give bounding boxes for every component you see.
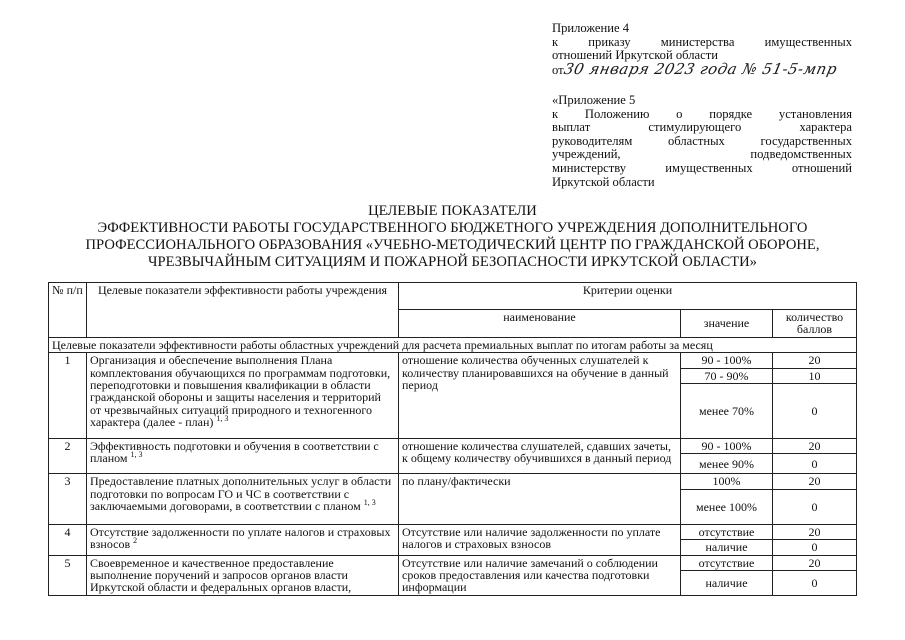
section-row: Целевые показатели эффективности работы областных учреждений для расчета премиальных выплат по итогам работы за месяц xyxy=(49,337,857,352)
row-criterion: Отсутствие или наличие замечаний о соблюдении сроков предоставления или качества подготовки информации xyxy=(399,555,681,595)
row-number: 2 xyxy=(49,439,87,474)
row-value: наличие xyxy=(681,571,773,596)
row-value: отсутствие xyxy=(681,524,773,539)
row-number: 1 xyxy=(49,353,87,439)
title-line-1: ЦЕЛЕВЫЕ ПОКАЗАТЕЛИ xyxy=(368,203,537,219)
row-number: 4 xyxy=(49,524,87,555)
table-row xyxy=(49,353,857,368)
indicators-table xyxy=(48,282,857,596)
row-points: 20 xyxy=(773,353,857,368)
row-points: 20 xyxy=(773,474,857,489)
header-indicators: Целевые показатели эффективности работы учреждения xyxy=(87,283,399,338)
row-value: менее 90% xyxy=(681,454,773,474)
header-num: № п/п xyxy=(49,283,87,338)
row-points: 0 xyxy=(773,540,857,555)
row-indicator: Организация и обеспечение выполнения Плана комплектования обучающихся по программам подготовки, переподготовки и повышения квалификации в области гражданской обороны и защиты населения и территорий от чрезвычайных ситуаций природного и техногенного характера (далее - план) $^{1, 3}$ xyxy=(87,353,399,439)
row-points: 20 xyxy=(773,524,857,539)
row-value: 90 - 100% xyxy=(681,353,773,368)
row-value: 70 - 90% xyxy=(681,368,773,383)
appendix-4-line2: к приказу министерства имущественных xyxy=(552,34,852,49)
from-prefix: от xyxy=(552,62,564,77)
title-line-4: ЧРЕЗВЫЧАЙНЫМ СИТУАЦИЯМ И ПОЖАРНОЙ БЕЗОПАСНОСТИ ИРКУТСКОЙ ОБЛАСТИ» xyxy=(148,254,757,270)
row-number: 5 xyxy=(49,555,87,595)
row-points: 0 xyxy=(773,571,857,596)
appendix-4-line3: отношений Иркутской области xyxy=(552,48,718,63)
row-indicator: Предоставление платных дополнительных услуг в области подготовки по вопросам ГО и ЧС в соответствии с заключаемыми договорами, в соответствии с планом $^{1, 3}$ xyxy=(87,474,399,524)
appendix-5-line7: Иркутской области xyxy=(552,174,655,189)
row-value: наличие xyxy=(681,540,773,555)
table-row xyxy=(49,555,857,571)
table-row xyxy=(49,474,857,489)
appendix-5-block xyxy=(552,94,852,189)
row-points: 0 xyxy=(773,454,857,474)
row-criterion: по плану/фактически xyxy=(399,474,681,524)
row-value: 100% xyxy=(681,474,773,489)
header-name: наименование xyxy=(399,310,681,338)
row-indicator: Отсутствие задолженности по уплате налогов и страховых взносов $^2$ xyxy=(87,524,399,555)
appendix-5-line6: министерству имущественных отношений xyxy=(552,160,852,175)
appendix-5-line5: учреждений, подведомственных xyxy=(552,147,852,162)
row-indicator: Эффективность подготовки и обучения в соответствии с планом $^{1, 3}$ xyxy=(87,439,399,474)
row-points: 0 xyxy=(773,489,857,524)
appendix-4-title: Приложение 4 xyxy=(552,21,630,35)
row-criterion: отношение количества слушателей, сдавших зачеты, к общему количеству обучившихся в данный период xyxy=(399,439,681,474)
handwritten-date-signature: 30 января 2023 года № 51-5-мпр xyxy=(561,59,839,78)
row-criterion: Отсутствие или наличие задолженности по уплате налогов и страховых взносов xyxy=(399,524,681,555)
title-line-3: ПРОФЕССИОНАЛЬНОГО ОБРАЗОВАНИЯ «УЧЕБНО-МЕТОДИЧЕСКИЙ ЦЕНТР ПО ГРАЖДАНСКОЙ ОБОРОНЕ, xyxy=(85,237,820,253)
title-line-2: ЭФФЕКТИВНОСТИ РАБОТЫ ГОСУДАРСТВЕННОГО БЮДЖЕТНОГО УЧРЕЖДЕНИЯ ДОПОЛНИТЕЛЬНОГО xyxy=(97,220,808,236)
table-row xyxy=(49,439,857,454)
appendix-4-block xyxy=(552,22,852,77)
appendix-4-date-line xyxy=(552,59,852,78)
appendix-5-title: «Приложение 5 xyxy=(552,93,636,107)
header-value: значение xyxy=(681,310,773,338)
table-row xyxy=(49,524,857,539)
row-value: менее 70% xyxy=(681,384,773,439)
appendix-5-line2: к Положению о порядке установления xyxy=(552,106,852,121)
row-number: 3 xyxy=(49,474,87,524)
row-value: отсутствие xyxy=(681,555,773,571)
row-criterion: отношение количества обученных слушателей к количеству планировавшихся на обучение в данный период xyxy=(399,353,681,439)
row-indicator: Своевременное и качественное предоставление выполнение поручений и запросов органов власти Иркутской области и федеральных органов власти, xyxy=(87,555,399,595)
row-value: 90 - 100% xyxy=(681,439,773,454)
row-points: 10 xyxy=(773,368,857,383)
row-points: 0 xyxy=(773,384,857,439)
row-points: 20 xyxy=(773,555,857,571)
row-value: менее 100% xyxy=(681,489,773,524)
header-criteria: Критерии оценки xyxy=(399,283,857,310)
header-points: количество баллов xyxy=(773,310,857,338)
document-title xyxy=(0,203,905,271)
appendix-5-line3: выплат стимулирующего характера xyxy=(552,120,852,135)
row-points: 20 xyxy=(773,439,857,454)
appendix-5-line4: руководителям областных государственных xyxy=(552,133,852,148)
